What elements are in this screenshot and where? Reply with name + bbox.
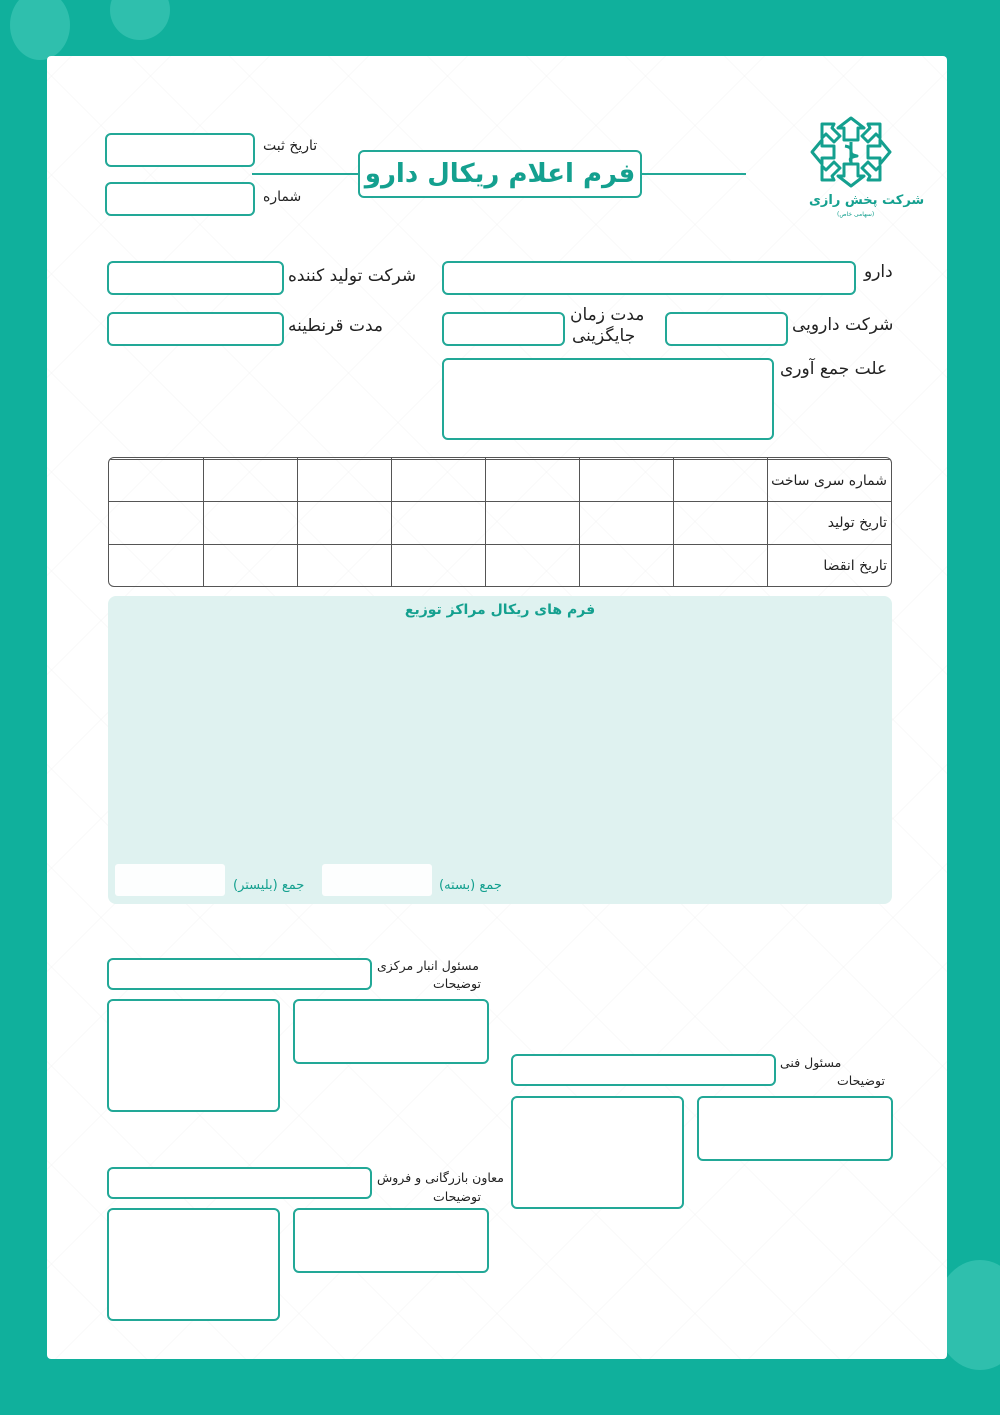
drug-label: دارو (864, 262, 893, 282)
recall-reason-label: علت جمع آوری (780, 359, 888, 379)
form-title: فرم اعلام ریکال دارو (358, 150, 642, 198)
company-logo-icon (808, 114, 894, 190)
replacement-time-input[interactable] (442, 312, 565, 346)
quarantine-time-label: مدت قرنطینه (288, 316, 383, 336)
warehouse-manager-input[interactable] (107, 958, 372, 990)
replacement-time-label-line2: جایگزینی (572, 326, 636, 346)
table-cell[interactable] (673, 502, 767, 545)
table-cell[interactable] (485, 502, 579, 545)
table-cell[interactable] (579, 502, 673, 545)
background-blob (110, 0, 170, 40)
sales-notes-label: توضیحات (433, 1189, 481, 1204)
table-row-label: شماره سری ساخت (768, 459, 892, 502)
table-cell[interactable] (579, 459, 673, 502)
sales-signature-box[interactable] (107, 1208, 280, 1321)
warehouse-manager-label: مسئول انبار مرکزی (377, 958, 479, 973)
sum-package-label: جمع (بسته) (439, 878, 502, 893)
technical-manager-label: مسئول فنی (780, 1055, 842, 1070)
registration-date-label: تاریخ ثبت (263, 138, 318, 154)
table-cell[interactable] (109, 545, 203, 586)
technical-notes-box[interactable] (697, 1096, 893, 1161)
table-cell[interactable] (203, 459, 297, 502)
table-cell[interactable] (673, 545, 767, 586)
company-subtitle: (سهامی خاص) (837, 211, 875, 218)
table-row (109, 545, 891, 586)
distribution-panel (108, 596, 892, 904)
sum-blister-label: جمع (بلیستر) (233, 878, 305, 893)
drug-input[interactable] (442, 261, 856, 295)
table-cell[interactable] (297, 545, 391, 586)
manufacturer-input[interactable] (107, 261, 284, 295)
quarantine-time-input[interactable] (107, 312, 284, 346)
sales-notes-box[interactable] (293, 1208, 489, 1273)
table-cell[interactable] (391, 459, 485, 502)
table-row (109, 502, 891, 545)
warehouse-notes-box[interactable] (293, 999, 489, 1064)
title-line-left (252, 173, 358, 175)
table-row-label: تاریخ تولید (768, 502, 892, 545)
pharma-company-label: شرکت دارویی (792, 315, 894, 335)
table-cell[interactable] (579, 545, 673, 586)
table-cell[interactable] (391, 545, 485, 586)
table-cell[interactable] (203, 502, 297, 545)
manufacturer-label: شرکت تولید کننده (288, 266, 417, 286)
table-row (109, 459, 891, 502)
replacement-time-label-line1: مدت زمان (570, 305, 645, 325)
number-label: شماره (263, 189, 302, 205)
sum-package-input[interactable] (322, 864, 432, 896)
table-cell[interactable] (109, 502, 203, 545)
form-sheet (47, 56, 947, 1359)
table-cell[interactable] (297, 459, 391, 502)
sales-deputy-input[interactable] (107, 1167, 372, 1199)
warehouse-notes-label: توضیحات (433, 976, 481, 991)
table-cell[interactable] (673, 459, 767, 502)
sum-blister-input[interactable] (115, 864, 225, 896)
technical-notes-label: توضیحات (837, 1073, 885, 1088)
table-cell[interactable] (485, 545, 579, 586)
technical-manager-input[interactable] (511, 1054, 776, 1086)
table-cell[interactable] (297, 502, 391, 545)
pharma-company-input[interactable] (665, 312, 788, 346)
distribution-title: فرم های ریکال مراکز توزیع (404, 602, 596, 618)
table-cell[interactable] (109, 459, 203, 502)
recall-reason-textarea[interactable] (442, 358, 774, 440)
title-line-right (642, 173, 746, 175)
warehouse-signature-box[interactable] (107, 999, 280, 1112)
table-row-label: تاریخ انقضا (768, 545, 892, 586)
table-cell[interactable] (391, 502, 485, 545)
sales-deputy-label: معاون بازرگانی و فروش (377, 1170, 504, 1185)
number-input[interactable] (105, 182, 255, 216)
registration-date-input[interactable] (105, 133, 255, 167)
company-name: شرکت پخش رازی (809, 193, 925, 208)
batch-table (108, 457, 892, 587)
table-cell[interactable] (485, 459, 579, 502)
technical-signature-box[interactable] (511, 1096, 684, 1209)
table-cell[interactable] (203, 545, 297, 586)
background-blob (10, 0, 70, 60)
